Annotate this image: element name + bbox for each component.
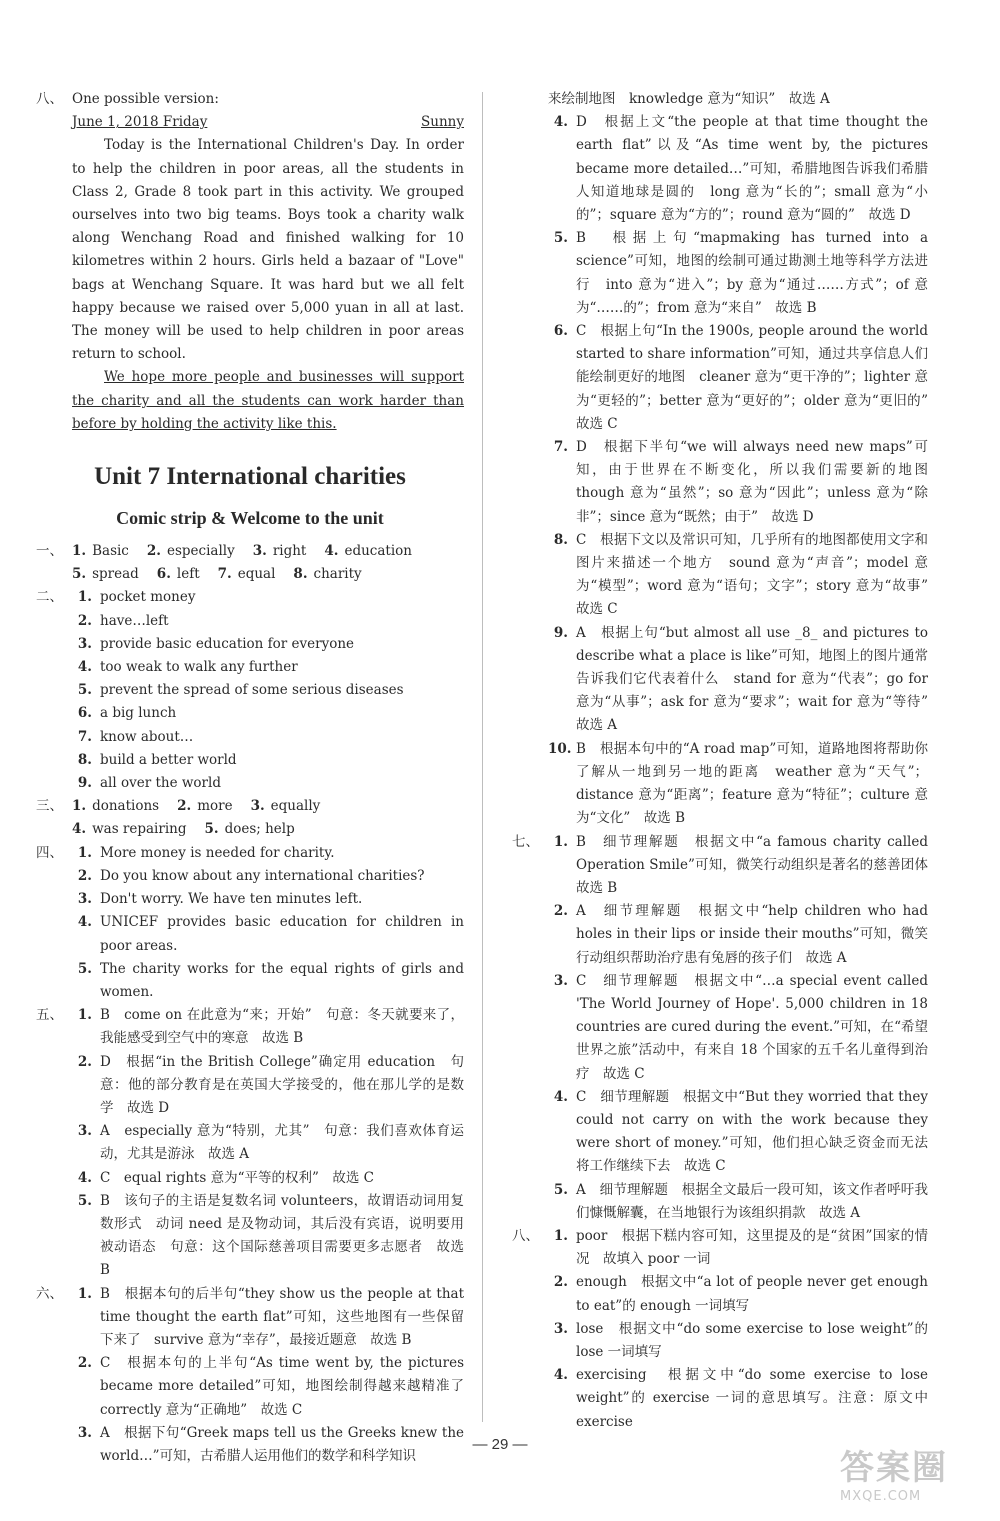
essay-paragraph-2: We hope more people and businesses will support the charity and all the students can work harder than before by holding the activity like this. [72,369,464,432]
list-item [512,320,942,436]
item-text: too weak to walk any further [100,659,298,676]
list-item [512,1086,928,1179]
list-item [36,679,464,702]
item-text: C 根据下文以及常识可知，几乎所有的地图都使用文字和图片来描述一个地方 sound 意为“声音”；model 意为“模型”；word 意为“语句；文字”；story 意为“故事” 故选 C [576,531,942,618]
essay-paragraph-1: Today is the International Children's Day. In order to help the children in poor areas, all the students in Class 2, Grade 8 took part in this activity. We grouped ourselves into two big teams. Boys took a charity walk along Wenchang Road and finished walking for 10 kilometres within 2 hours. Girls held a bazaar of "Love" bags at Wenchang Square. It was hard but we all felt happy because we raised over 5,000 yuan in all at last. The money will be used to help children in poor areas return to school. [72,137,464,363]
list-item [36,1283,464,1353]
item-text: B 细节理解题 根据文中“a famous charity called Operation Smile”可知，微笑行动组织是著名的慈善团体 故选 B [576,833,942,896]
essay-weather: Sunny [421,114,464,131]
page-number: — 29 — [472,1436,528,1453]
item-text: A 根据下句“Greek maps tell us the Greeks knew the world…”可知，古希腊人运用他们的数学和科学知识 [100,1424,464,1464]
item-text: A 根据上句“but almost all use _8_ and pictures to describe what a place is like”可知，地图上的图片通常告诉我们它代表着什么 stand for 意为“代表”；go for 意为“从事”；ask for 意为“要求”；wait for 意为“等待” 故选 A [576,624,942,734]
essay-body [36,111,464,436]
list-item [36,1051,464,1121]
item-text: have…left [100,612,169,629]
essay-intro: One possible version: [72,91,219,107]
item-number: 5. [77,682,92,699]
section-marker: 四、 [36,844,63,861]
item-number: 3. [77,891,92,908]
section-6-continuation: 来绘制地图 knowledge 意为“知识” 故选 A [548,91,830,107]
section-marker: 八、 [512,1227,539,1244]
item-number: 10. [548,740,572,757]
item-number: 3. [553,1320,568,1337]
list-item [36,888,464,911]
word-item: 3. right [252,543,307,560]
item-number: 1. [77,1285,92,1302]
item-text: C 细节理解题 根据文中“But they worried that they could not carry on with the work because they were short of money.”可知，他们担心缺乏资金而无法将工作继续下去 故选 C [576,1088,928,1175]
list-item [36,911,464,957]
item-number: 9. [77,775,92,792]
item-text: Do you know about any international charities? [100,867,425,884]
item-text: A 细节理解题 根据文中“help children who had holes in their lips or inside their mouths”可知，微笑行动组织帮助治疗患有兔唇的孩子们 故选 A [576,903,928,966]
list-item [36,772,464,795]
section-1-row-2 [36,563,464,586]
item-number: 2. [77,1355,92,1372]
list-item [36,656,464,679]
word-item: 7. equal [217,566,276,583]
item-number: 8. [77,751,92,768]
unit-subtitle: Comic strip & Welcome to the unit [116,508,384,529]
item-text: B 该句子的主语是复数名词 volunteers，故谓语动词用复数形式 动词 need 是及物动词，其后没有宾语，说明要用被动语态 句意：这个国际慈善项目需要更多志愿者 故选 B [100,1192,464,1279]
item-text: C 根据本句的上半句“As time went by, the pictures became more detailed”可知，地图绘制得越来越精准了 correctly 意为“正确地” 故选 C [100,1355,478,1418]
item-text: build a better world [100,751,237,768]
item-text: C 根据上句“In the 1900s, people around the world started to share information”可知，通过共享信息人们能绘制更好的地图 cleaner 意为“更干净的”；lighter 意为“更轻的”；better 意为“更好的”；older 意为“更旧的” 故选 C [576,323,942,432]
item-text: provide basic education for everyone [100,635,355,652]
word-item: 4. was repairing [72,821,187,838]
list-item [36,586,464,609]
item-number: 1. [553,1227,568,1244]
item-number: 5. [77,1192,92,1209]
item-number: 2. [77,867,92,884]
item-text: A especially 意为“特别，尤其” 句意：我们喜欢体育运动，尤其是游泳 故选 A [100,1123,464,1163]
section-marker: 七、 [512,833,539,850]
item-text: D 根据“in the British College”确定用 education 句意：他的部分教育是在英国大学接受的，他在那儿学的是数学 故选 D [100,1053,464,1116]
item-number: 5. [553,1181,568,1198]
list-item [36,842,464,865]
section-1-words [72,563,464,586]
word-item: 3. equally [250,798,321,815]
list-item [512,111,928,227]
section-3-row-1 [72,795,464,818]
item-number: 6. [77,705,92,722]
item-text: B 根据本句的后半句“they show us the people at that time thought the earth flat”可知，这些地图有一些保留下来了 survive 意为“幸存”，最接近题意 故选 B [100,1285,464,1348]
item-text: all over the world [100,775,221,792]
section-1-words [72,540,464,563]
list-item [512,1225,928,1271]
item-text: poor 根据下糕内容可知，这里提及的是“贫困”国家的情况 故填入 poor 一词 [576,1227,928,1268]
section-2 [36,586,464,795]
item-number: 5. [553,230,568,247]
word-item: 8. charity [293,566,362,583]
word-item: 4. education [324,543,412,560]
item-number: 2. [553,903,568,920]
item-text: A 细节理解题 根据全文最后一段可知，该文作者呼吁我们慷慨解囊，在当地银行为该组织捐款 故选 A [576,1181,928,1221]
list-item [36,633,464,656]
section-marker: 二、 [36,589,63,606]
section-3-row-2 [36,818,464,841]
item-number: 6. [553,323,568,340]
item-number: 3. [77,635,92,652]
list-item [512,1179,928,1225]
list-item [36,702,464,725]
item-text: More money is needed for charity. [100,844,335,861]
item-text: UNICEF provides basic education for children in poor areas. [100,914,464,954]
item-text: know about… [100,728,194,745]
list-item [512,529,942,622]
item-number: 7. [553,439,568,456]
section-1 [36,540,464,563]
item-number: 9. [553,624,568,641]
item-text: B 根据本句中的“A road map”可知，道路地图将帮助你了解从一地到另一地的距离 weather 意为“天气”；distance 意为“距离”；feature 意为“特征”；culture 意为“文化” 故选 B [576,740,928,827]
item-number: 2. [77,1053,92,1070]
section-marker: 五、 [36,1007,63,1024]
watermark-logo [840,1440,990,1510]
item-text: D 根据下半句“we will always need new maps”可知，由于世界在不断变化，所以我们需要新的地图 though 意为“虽然”；so 意为“因此”；unless 意为“除非”；since 意为“既然；由于” 故选 D [576,439,942,525]
list-item [36,726,464,749]
left-column [36,88,478,1468]
item-number: 2. [553,1274,568,1291]
column-divider [482,92,483,1422]
watermark-logo-url: MXQE.COM [840,1489,922,1504]
section-marker: 六、 [36,1285,63,1302]
item-text: D 根据上文“the people at that time thought the earth flat”以及“As time went by, the pictures became more detailed…”可知，希腊地图告诉我们希腊人知道地球是圆的 long 意为“长的”；small 意为“小的”；square 意为“方的”；round 意为“圆的” 故选 D [576,114,928,224]
list-item [512,1318,928,1364]
item-number: 1. [77,589,92,606]
list-item [36,610,464,633]
section-marker: 三、 [36,798,63,815]
list-item [512,900,928,970]
item-text: B come on 在此意为“来；开始” 句意：冬天就要来了，我能感受到空气中的寒意 故选 B [100,1007,464,1047]
item-number: 1. [77,844,92,861]
item-number: 4. [553,1367,568,1384]
essay-date: June 1, 2018 Friday [72,114,208,131]
item-number: 2. [77,612,92,629]
section-marker: 八、 [36,91,63,107]
item-text: C equal rights 意为“平等的权利” 故选 C [100,1169,374,1186]
list-item [36,958,464,1004]
word-item: 1. Basic [72,543,129,560]
word-item: 2. especially [146,543,235,560]
item-number: 1. [553,833,568,850]
section-marker: 一、 [36,543,63,560]
item-number: 7. [77,728,92,745]
section-5 [36,1004,464,1282]
word-item: 5. does; help [204,821,295,838]
list-item [512,622,942,738]
item-text: B 根据上句“mapmaking has turned into a science”可知，地图的绘制可通过勘测土地等科学方法进行 into 意为“进入”；by 意为“通过……方式”；of 意为“……的”；from 意为“来自” 故选 B [576,230,928,316]
word-item: 2. more [177,798,233,815]
item-text: The charity works for the equal rights of girls and women. [100,960,464,1000]
item-text: pocket money [100,589,196,606]
word-item: 1. donations [72,798,160,815]
word-item: 5. spread [72,566,139,583]
section-3-words [72,818,464,841]
unit-title: Unit 7 International charities [94,463,406,491]
list-item [512,227,928,320]
section-7 [512,831,942,1225]
list-item [36,1190,464,1283]
item-text: C 细节理解题 根据文中“…a special event called 'The World Journey of Hope'. 5,000 children in 18 countries are cured during the event.”可知，在“希望世界之旅”活动中，有来自 18 个国家的五千名儿童得到治疗 故选 C [576,972,928,1082]
item-text: exercising 根据文中“do some exercise to lose weight”的 exercise 一词的意思填写。注意：原文中 exercise [576,1367,928,1430]
list-item [512,1364,928,1434]
section-6-right [512,111,942,830]
list-item [36,749,464,772]
list-item [512,831,942,901]
list-item [36,865,464,888]
list-item [36,1004,464,1050]
essay-header [36,88,464,111]
item-number: 1. [77,1007,92,1024]
item-text: Don't worry. We have ten minutes left. [100,891,363,908]
section-8 [512,1225,928,1434]
list-item [512,436,942,529]
list-item [512,738,928,831]
right-column [512,88,942,1434]
item-text: enough 根据文中“a lot of people never get enough to eat”的 enough 一词填写 [576,1274,928,1314]
word-item: 6. left [156,566,200,583]
item-text: lose 根据文中“do some exercise to lose weight”的 lose 一词填写 [576,1320,928,1360]
item-number: 4. [77,914,92,931]
essay-date-line [72,111,464,134]
item-number: 5. [77,960,92,977]
item-text: prevent the spread of some serious diseases [100,682,404,699]
item-number: 4. [553,114,568,131]
list-item [36,1120,464,1166]
item-number: 4. [553,1088,568,1105]
item-number: 8. [553,531,568,548]
list-item [512,970,928,1086]
section-4 [36,842,464,1004]
watermark-logo-text: 答案圈 [840,1448,948,1488]
item-number: 4. [77,659,92,676]
section-3 [36,795,464,818]
item-number: 4. [77,1169,92,1186]
list-item [36,1352,478,1422]
item-text: a big lunch [100,705,177,722]
list-item [512,1271,928,1317]
item-number: 3. [77,1424,92,1441]
item-number: 3. [77,1123,92,1140]
list-item [36,1167,464,1190]
item-number: 3. [553,972,568,989]
